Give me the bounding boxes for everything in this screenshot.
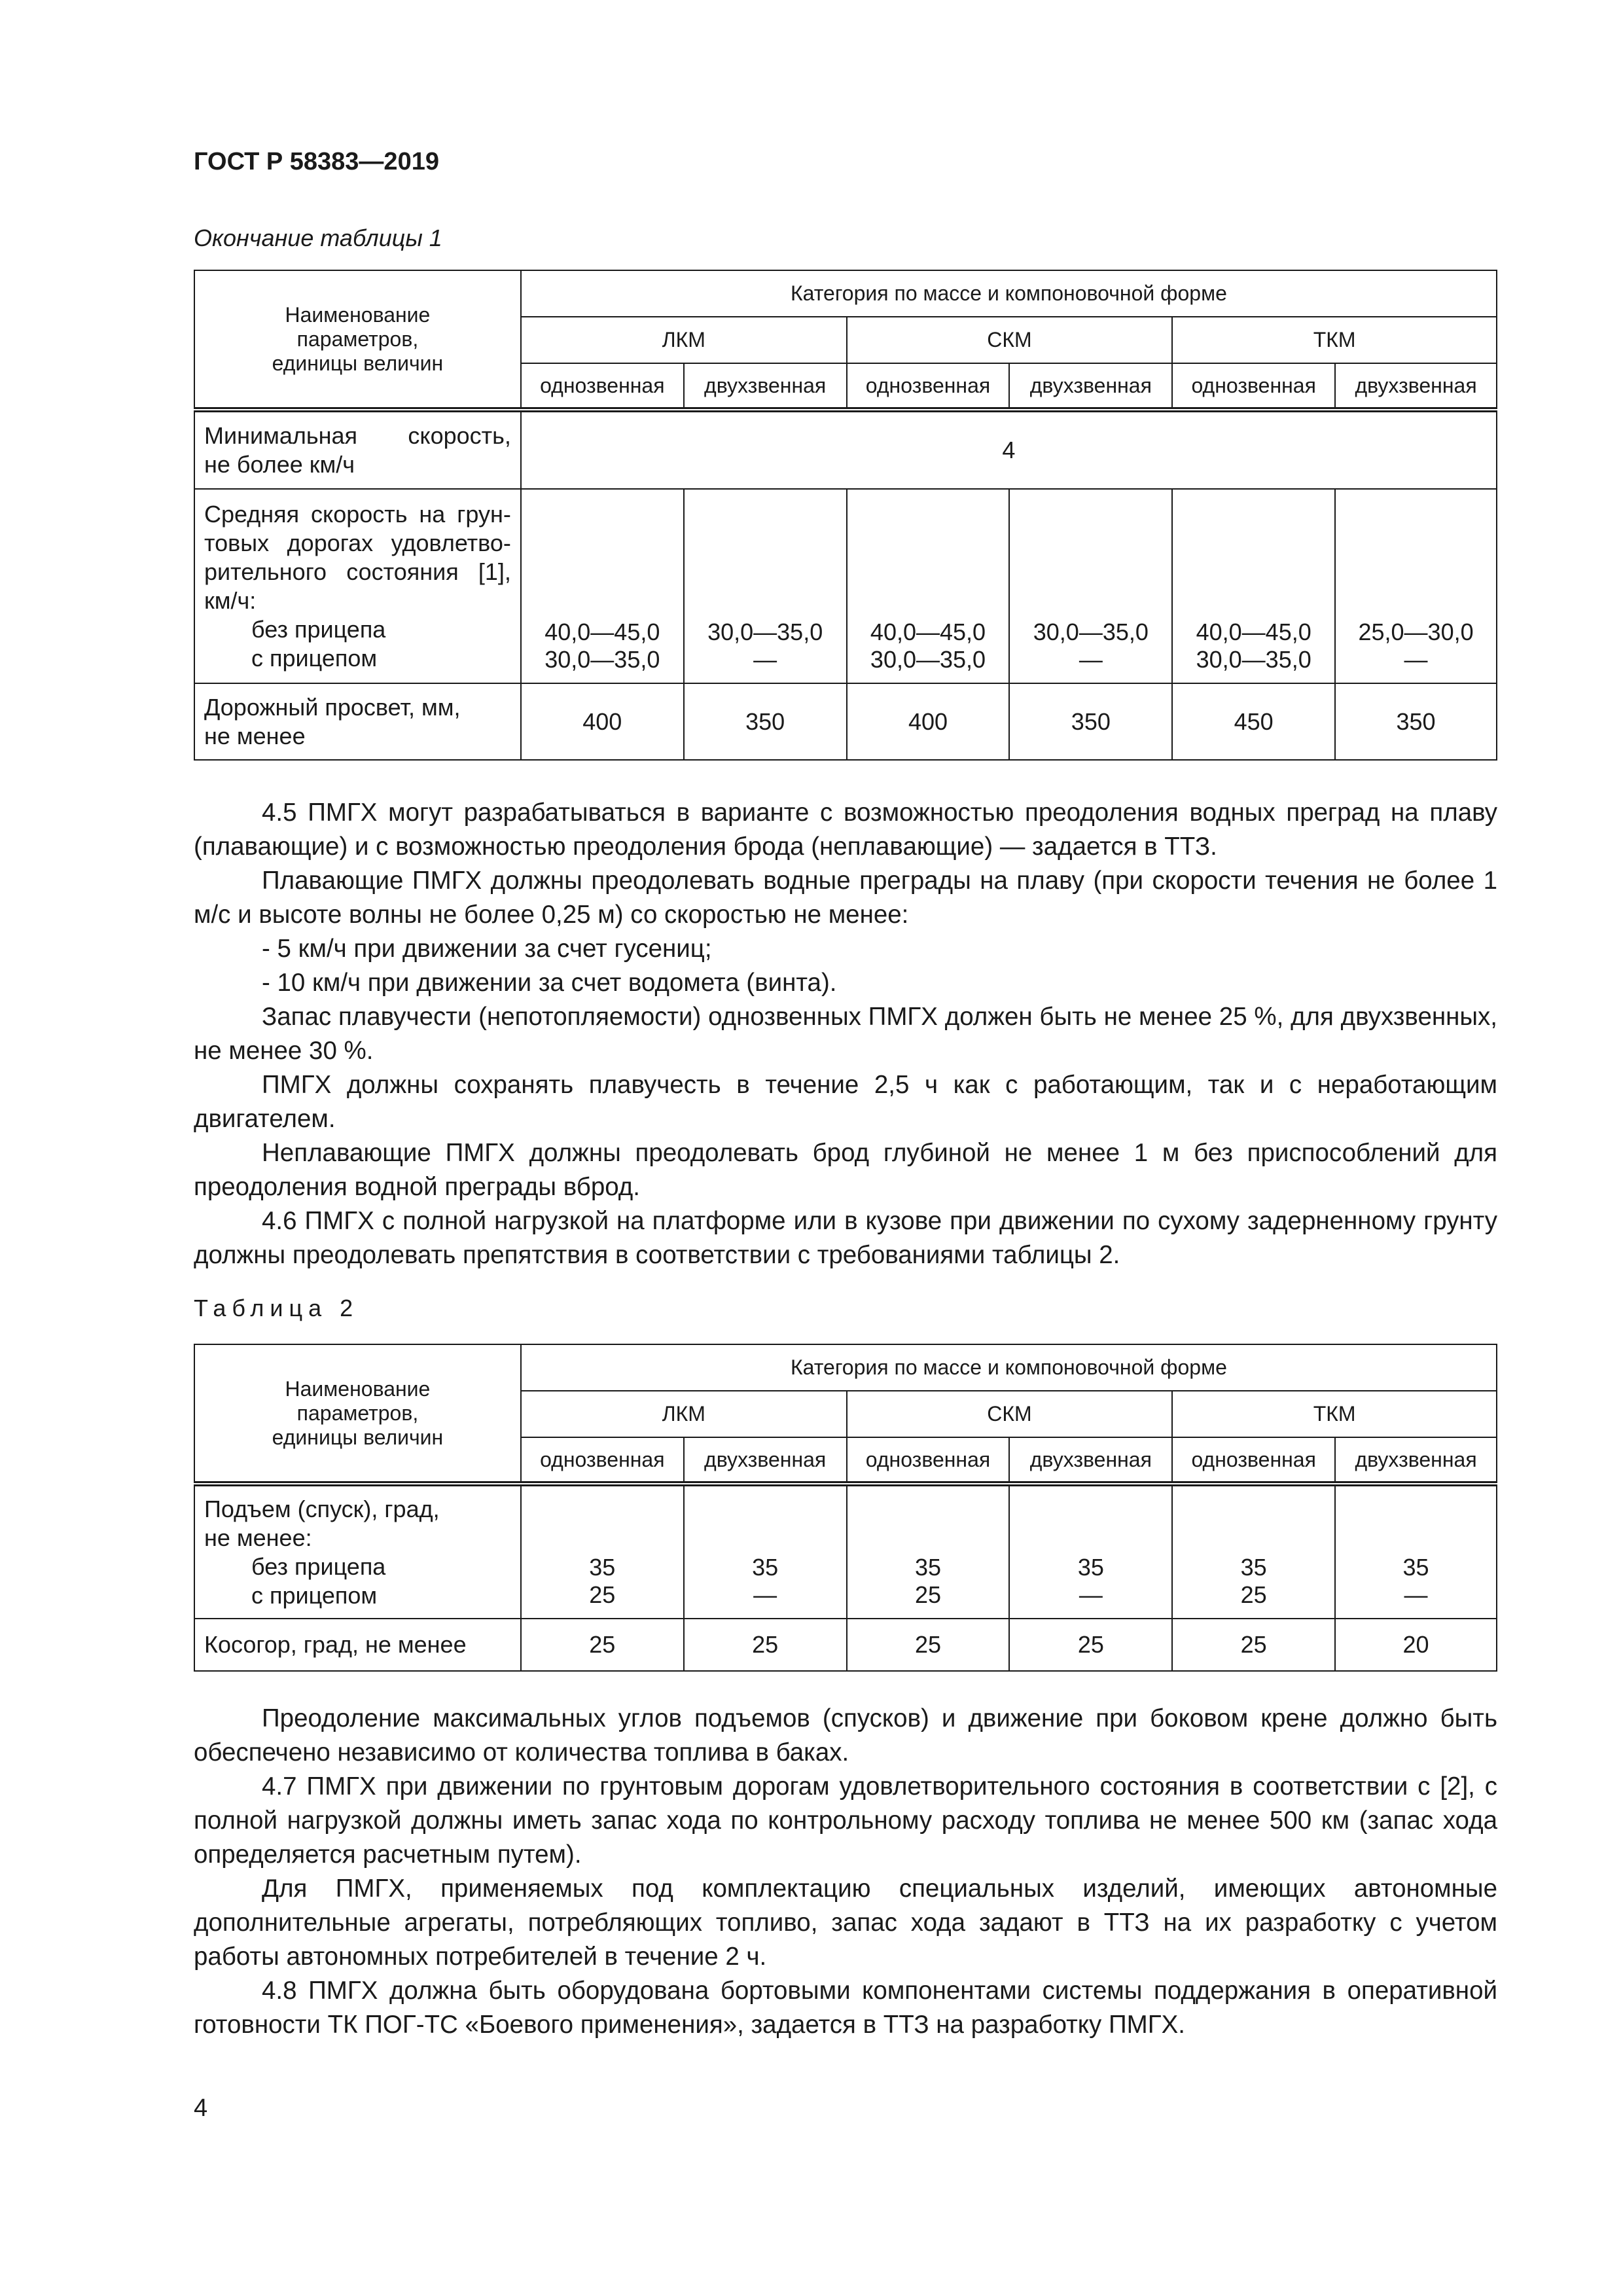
- table1-category-header: Категория по массе и компоновочной форме: [521, 270, 1497, 317]
- table1-caption: Окончание таблицы 1: [194, 224, 442, 251]
- section-text-2: [194, 1702, 1497, 2042]
- table-cell: 25: [684, 1619, 847, 1671]
- table2-caption: Таблица 2: [194, 1295, 359, 1321]
- paragraph-4-8: 4.8 ПМГХ должна быть оборудована бортовыми компонентами системы поддержания в оперативной готовности ТК ПОГ-ТС «Боевого применения», задается в ТТЗ на разработку ПМГХ.: [194, 1977, 1497, 2039]
- table-cell: 30,0—35,0 —: [684, 489, 847, 683]
- table-cell: 35 —: [1335, 1484, 1497, 1619]
- table2-sub-header: двухзвенная: [684, 1437, 847, 1484]
- table1-sub-header: однозвенная: [1172, 363, 1335, 410]
- table-cell: 35 25: [847, 1484, 1010, 1619]
- table2-param-header: Наименование параметров, единицы величин: [194, 1344, 521, 1484]
- list-item: - 5 км/ч при движении за счет гусениц;: [262, 935, 712, 963]
- table2-sub-header: двухзвенная: [1335, 1437, 1497, 1484]
- table-row: [194, 1484, 1497, 1619]
- paragraph: Преодоление максимальных углов подъемов (спусков) и движение при боковом крене должно быть обеспечено независимо от количества топлива в баках.: [194, 1704, 1497, 1767]
- paragraph: ПМГХ должны сохранять плавучесть в течение 2,5 ч как с работающим, так и с неработающим двигателем.: [194, 1071, 1497, 1133]
- table2-group-skm: СКМ: [847, 1391, 1173, 1437]
- table1-sub-header: однозвенная: [847, 363, 1010, 410]
- table-cell: 25: [1009, 1619, 1172, 1671]
- table-row: [194, 410, 1497, 489]
- table-cell: 400: [847, 683, 1010, 760]
- table2-sub-header: однозвенная: [1172, 1437, 1335, 1484]
- table-cell: 40,0—45,0 30,0—35,0: [521, 489, 684, 683]
- table2-group-lkm: ЛКМ: [521, 1391, 847, 1437]
- table1-sub-header: однозвенная: [521, 363, 684, 410]
- table-cell: 35 25: [521, 1484, 684, 1619]
- table1-sub-header: двухзвенная: [1009, 363, 1172, 410]
- table-cell: 35 25: [1172, 1484, 1335, 1619]
- table1-group-skm: СКМ: [847, 317, 1173, 363]
- table2-group-tkm: ТКМ: [1172, 1391, 1497, 1437]
- table-row: [194, 683, 1497, 760]
- table-cell: 20: [1335, 1619, 1497, 1671]
- table2-sub-header: однозвенная: [847, 1437, 1010, 1484]
- paragraph: Для ПМГХ, применяемых под комплектацию специальных изделий, имеющих автономные дополнительные агрегаты, потребляющих топливо, запас хода задают в ТТЗ на их разработку с учетом работы автономных потребителей в течение 2 ч.: [194, 1874, 1497, 1971]
- row-name-slope: Подъем (спуск), град, не менее: без прицепа с прицепом: [194, 1484, 521, 1619]
- table2-sub-header: двухзвенная: [1009, 1437, 1172, 1484]
- table1-sub-header: двухзвенная: [1335, 363, 1497, 410]
- table1-group-lkm: ЛКМ: [521, 317, 847, 363]
- row-name-min-speed: Минимальная скорость, не более км/ч: [194, 410, 521, 489]
- row-name-clearance: Дорожный просвет, мм, не менее: [194, 683, 521, 760]
- table-row: [194, 489, 1497, 683]
- table-cell: 30,0—35,0 —: [1009, 489, 1172, 683]
- table-cell: 25: [521, 1619, 684, 1671]
- table-row: [194, 1619, 1497, 1671]
- paragraph-4-7: 4.7 ПМГХ при движении по грунтовым дорогам удовлетворительного состояния в соответствии с [2], с полной нагрузкой должны иметь запас хода по контрольному расходу топлива не менее 500 км (запас хода определяется расчетным путем).: [194, 1772, 1497, 1869]
- table2-sub-header: однозвенная: [521, 1437, 684, 1484]
- standard-designation: ГОСТ Р 58383—2019: [194, 148, 439, 175]
- table2: [194, 1344, 1497, 1672]
- table1-group-tkm: ТКМ: [1172, 317, 1497, 363]
- paragraph-4-6: 4.6 ПМГХ с полной нагрузкой на платформе или в кузове при движении по сухому задерненному грунту должны преодолевать препятствия в соответствии с требованиями таблицы 2.: [194, 1207, 1497, 1269]
- paragraph-4-5: 4.5 ПМГХ могут разрабатываться в варианте с возможностью преодоления водных преград на плаву (плавающие) и с возможностью преодоления брода (неплавающие) — задается в ТТЗ.: [194, 798, 1497, 861]
- table-cell: 25: [1172, 1619, 1335, 1671]
- paragraph: Плавающие ПМГХ должны преодолевать водные преграды на плаву (при скорости течения не более 1 м/с и высоте волны не более 0,25 м) со скоростью не менее:: [194, 867, 1497, 929]
- min-speed-value: 4: [521, 410, 1497, 489]
- table-cell: 40,0—45,0 30,0—35,0: [1172, 489, 1335, 683]
- table-cell: 350: [1009, 683, 1172, 760]
- table-cell: 350: [684, 683, 847, 760]
- paragraph: Запас плавучести (непотопляемости) однозвенных ПМГХ должен быть не менее 25 %, для двухзвенных, не менее 30 %.: [194, 1003, 1497, 1065]
- table-cell: 35 —: [684, 1484, 847, 1619]
- section-text-1: [194, 796, 1497, 1272]
- table1-param-header: Наименование параметров, единицы величин: [194, 270, 521, 410]
- table-cell: 400: [521, 683, 684, 760]
- table2-category-header: Категория по массе и компоновочной форме: [521, 1344, 1497, 1391]
- table1-sub-header: двухзвенная: [684, 363, 847, 410]
- row-name-side-slope: Косогор, град, не менее: [194, 1619, 521, 1671]
- table-cell: 450: [1172, 683, 1335, 760]
- paragraph: Неплавающие ПМГХ должны преодолевать брод глубиной не менее 1 м без приспособлений для преодоления водной преграды вброд.: [194, 1139, 1497, 1201]
- table1: [194, 270, 1497, 761]
- table-cell: 350: [1335, 683, 1497, 760]
- list-item: - 10 км/ч при движении за счет водомета (винта).: [262, 969, 837, 997]
- table-cell: 25,0—30,0 —: [1335, 489, 1497, 683]
- page-number: 4: [194, 2094, 208, 2122]
- table-cell: 40,0—45,0 30,0—35,0: [847, 489, 1010, 683]
- row-name-avg-speed: Средняя скорость на грун- товых дорогах удовлетво- рительного состояния [1], км/ч: без прицепа с прицепом: [194, 489, 521, 683]
- table-cell: 25: [847, 1619, 1010, 1671]
- table-cell: 35 —: [1009, 1484, 1172, 1619]
